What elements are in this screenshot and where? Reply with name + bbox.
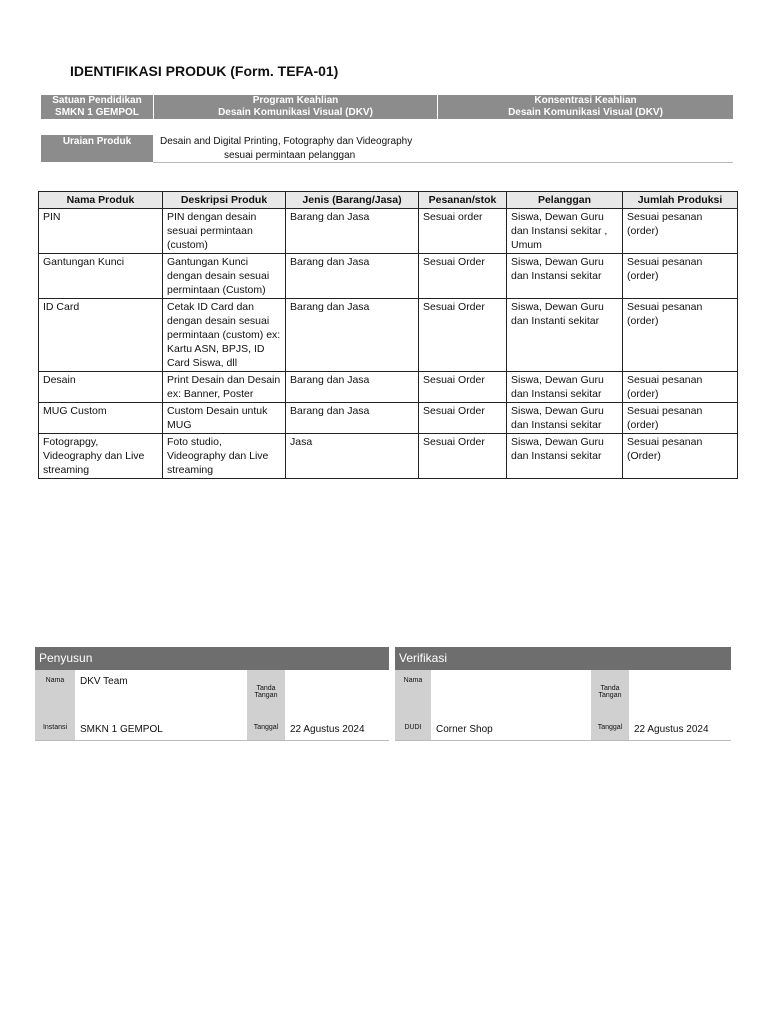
table-cell: Barang dan Jasa (286, 209, 419, 254)
konsentrasi-keahlian-value: Desain Komunikasi Visual (DKV) (508, 107, 663, 118)
uraian-produk-text (160, 135, 412, 163)
program-keahlian-label: Program Keahlian (252, 95, 339, 106)
tanggal-value: 22 Agustus 2024 (290, 724, 365, 735)
table-cell: PIN (39, 209, 163, 254)
table-cell: Sesuai pesanan (order) (623, 209, 738, 254)
table-cell: Barang dan Jasa (286, 403, 419, 434)
dudi-label: DUDI (395, 718, 431, 740)
table-cell: Desain (39, 372, 163, 403)
table-cell: Sesuai pesanan (order) (623, 299, 738, 372)
table-cell: Sesuai Order (419, 434, 507, 479)
table-cell: Siswa, Dewan Guru dan Instansi sekitar (507, 254, 623, 299)
konsentrasi-keahlian-label: Konsentrasi Keahlian (534, 95, 637, 106)
dudi-value: Corner Shop (436, 724, 493, 735)
table-cell: Fotograpgy, Videography dan Live streaming (39, 434, 163, 479)
table-row (39, 403, 738, 434)
nama-label: Nama (395, 670, 431, 718)
tanda-tangan-label (247, 670, 285, 718)
konsentrasi-keahlian-cell (438, 95, 733, 119)
table-cell: Siswa, Dewan Guru dan Instansi sekitar (507, 403, 623, 434)
table-cell: Sesuai Order (419, 299, 507, 372)
table-cell: Barang dan Jasa (286, 299, 419, 372)
column-header: Pesanan/stok (419, 192, 507, 209)
penyusun-title: Penyusun (35, 647, 389, 670)
table-cell: Siswa, Dewan Guru dan Instansi sekitar (507, 372, 623, 403)
table-cell: Sesuai order (419, 209, 507, 254)
table-cell: Barang dan Jasa (286, 254, 419, 299)
table-row (39, 372, 738, 403)
table-cell: Print Desain dan Desain ex: Banner, Poster (163, 372, 286, 403)
table-cell: Custom Desain untuk MUG (163, 403, 286, 434)
nama-value: DKV Team (80, 676, 128, 687)
signature-area[interactable] (285, 670, 389, 718)
table-cell: Sesuai pesanan (Order) (623, 434, 738, 479)
program-keahlian-value: Desain Komunikasi Visual (DKV) (218, 107, 373, 118)
tanda-text: Tanda (256, 685, 276, 692)
table-row (39, 209, 738, 254)
table-cell: Siswa, Dewan Guru dan Instansi sekitar (507, 434, 623, 479)
product-table (38, 191, 738, 479)
divider (153, 162, 733, 163)
tanda-tangan-label (591, 670, 629, 718)
program-keahlian-cell (154, 95, 437, 119)
table-cell: PIN dengan desain sesuai permintaan (custom) (163, 209, 286, 254)
table-cell: ID Card (39, 299, 163, 372)
column-header: Jenis (Barang/Jasa) (286, 192, 419, 209)
table-cell: Sesuai pesanan (order) (623, 403, 738, 434)
table-cell: Barang dan Jasa (286, 372, 419, 403)
tanda-text: Tanda (600, 685, 620, 692)
table-row (39, 299, 738, 372)
table-row (39, 254, 738, 299)
uraian-line-1: Desain and Digital Printing, Fotography dan Videography (160, 136, 413, 147)
table-cell: Gantungan Kunci dengan desain sesuai permintaan (Custom) (163, 254, 286, 299)
table-cell: Cetak ID Card dan dengan desain sesuai permintaan (custom) ex: Kartu ASN, BPJS, ID Card Siswa, dll (163, 299, 286, 372)
column-header: Pelanggan (507, 192, 623, 209)
nama-label: Nama (35, 670, 75, 718)
table-cell: Jasa (286, 434, 419, 479)
table-cell: Sesuai pesanan (order) (623, 372, 738, 403)
uraian-line-2: sesuai permintaan pelanggan (224, 150, 356, 161)
column-header: Nama Produk (39, 192, 163, 209)
column-header: Jumlah Produksi (623, 192, 738, 209)
tanggal-value: 22 Agustus 2024 (634, 724, 709, 735)
table-cell: Siswa, Dewan Guru dan Instanti sekitar (507, 299, 623, 372)
instansi-label: Instansi (35, 718, 75, 740)
satuan-pendidikan-label: Satuan Pendidikan (52, 95, 142, 106)
tangan-text: Tangan (598, 692, 622, 699)
tanggal-label: Tanggal (591, 718, 629, 740)
table-cell: Gantungan Kunci (39, 254, 163, 299)
penyusun-block (35, 647, 389, 741)
instansi-value: SMKN 1 GEMPOL (80, 724, 163, 735)
tangan-text: Tangan (254, 692, 278, 699)
satuan-pendidikan-value: SMKN 1 GEMPOL (55, 107, 139, 118)
column-header: Deskripsi Produk (163, 192, 286, 209)
table-cell: Sesuai Order (419, 372, 507, 403)
table-row (39, 434, 738, 479)
uraian-produk-label: Uraian Produk (41, 135, 153, 162)
table-cell: Siswa, Dewan Guru dan Instansi sekitar , Umum (507, 209, 623, 254)
table-cell: Sesuai Order (419, 403, 507, 434)
table-cell: Sesuai Order (419, 254, 507, 299)
satuan-pendidikan-cell (41, 95, 153, 119)
form-title: IDENTIFIKASI PRODUK (Form. TEFA-01) (70, 63, 339, 79)
verifikasi-block (395, 647, 731, 741)
table-cell: Sesuai pesanan (order) (623, 254, 738, 299)
table-cell: Foto studio, Videography dan Live streaming (163, 434, 286, 479)
tanggal-label: Tanggal (247, 718, 285, 740)
signature-area[interactable] (629, 670, 731, 718)
table-cell: MUG Custom (39, 403, 163, 434)
verifikasi-title: Verifikasi (395, 647, 731, 670)
table-header-row (39, 192, 738, 209)
